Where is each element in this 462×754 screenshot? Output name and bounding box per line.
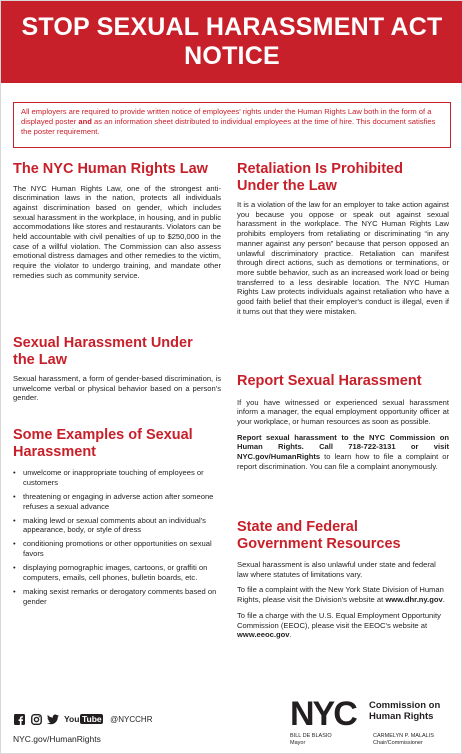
state-paragraph-2 bbox=[237, 585, 449, 604]
commission-brand bbox=[369, 700, 440, 722]
intro-text-b: as an information sheet distributed to individual employees at the time of hire. This document satisfies the poster requirement. bbox=[21, 117, 436, 136]
chair-name: CARMELYN P. MALALIS bbox=[373, 733, 434, 739]
intro-text-a: All employers are required to provide written notice of employees' rights under the Human Rights Law both in the form of a displayed poster bbox=[21, 107, 432, 126]
website-link: NYC.gov/HumanRights bbox=[13, 734, 101, 744]
examples-list bbox=[13, 468, 221, 606]
chair-title: Chair/Commissioner bbox=[373, 739, 423, 746]
brand-line-2: Human Rights bbox=[369, 711, 434, 722]
report-hotline-text: Report sexual harassment to the NYC Commission on Human Rights. Call 718-722-3131 or visit NYC.gov/HumanRights bbox=[237, 432, 449, 462]
nyc-logo-text: NYC bbox=[290, 696, 356, 728]
nyc-logo bbox=[290, 696, 364, 728]
section-heading-line-1: Sexual Harassment Under bbox=[13, 335, 193, 351]
bullet-glyph: • bbox=[13, 491, 16, 501]
bullet-glyph: • bbox=[13, 539, 16, 549]
section-heading: Report Sexual Harassment bbox=[237, 373, 422, 389]
section-body: Sexual harassment, a form of gender-based discrimination, is unwelcome verbal or physical behavior based on a person's gender. bbox=[13, 374, 221, 403]
instagram-icon bbox=[30, 713, 42, 725]
section-heading-line-2: Under the Law bbox=[237, 177, 337, 194]
section-heading-line-1: State and Federal bbox=[237, 519, 358, 535]
youtube-tube: Tube bbox=[81, 714, 102, 724]
section-heading-line-2: Government Resources bbox=[237, 535, 401, 552]
list-item bbox=[13, 539, 221, 558]
list-item-text: making lewd or sexual comments about an individual's appearance, body, or style of dress bbox=[23, 515, 206, 535]
chair-signature bbox=[373, 733, 434, 746]
mayor-name: BILL DE BLASIO bbox=[290, 733, 332, 739]
section-body: The NYC Human Rights Law, one of the strongest anti-discrimination laws in the nation, protects all individuals against discrimination based on gender, which includes sexual harassment in the workplace, in housing, and in public accommodations like stores and restaurants. Violators can be held accountable with civil penalties of up to $250,000 in the case of a willful violation. The Commission can also assess emotional distress damages and other remedies to the victim, require the violator to undergo training, and mandate other remedies such as community service. bbox=[13, 183, 221, 280]
report-paragraph-2-rest: to learn how to file a complaint or report discrimination. You can file a complaint anonymously. bbox=[237, 452, 449, 471]
section-retaliation bbox=[237, 161, 449, 316]
twitter-icon bbox=[47, 713, 59, 725]
list-item bbox=[13, 468, 221, 487]
social-links bbox=[13, 713, 152, 725]
bullet-glyph: • bbox=[13, 468, 16, 477]
report-paragraph-2 bbox=[237, 433, 449, 472]
section-examples bbox=[13, 427, 221, 611]
mayor-title: Mayor bbox=[290, 739, 306, 746]
brand-line-1: Commission on bbox=[369, 700, 441, 711]
section-report bbox=[237, 373, 449, 471]
dhr-website-link: www.dhr.ny.gov bbox=[385, 595, 443, 605]
section-heading: The NYC Human Rights Law bbox=[13, 161, 208, 177]
list-item bbox=[13, 492, 221, 511]
list-item-text: unwelcome or inappropriate touching of employees or customers bbox=[23, 468, 204, 487]
list-item-text: conditioning promotions or other opportunities on sexual favors bbox=[23, 539, 212, 559]
section-body: It is a violation of the law for an employer to take action against you because you oppose or speak out against sexual harassment in the workplace. The NYC Human Rights Law prohibits employers from retaliating or discriminating “in any manner against any person” because that person opposed an unlawful discriminatory practice. Retaliation can manifest through direct actions, such as demotions or terminations, or more subtle behavior, such as an increased work load or being transferred to a less desirable location. The NYC Human Rights Law protects individuals against retaliation who have a good faith belief that their employer's conduct is illegal, even if it turns out that they were mistaken. bbox=[237, 200, 449, 316]
section-heading-line-1: Some Examples of Sexual bbox=[13, 427, 193, 443]
list-item-text: displaying pornographic images, cartoons, or graffiti on computers, emails, cell phones, bulletin boards, etc. bbox=[23, 563, 208, 582]
state-paragraph-1: Sexual harassment is also unlawful under state and federal law where statutes of limitations vary. bbox=[237, 560, 436, 579]
state-paragraph-2-text: To file a complaint with the New York State Division of Human Rights, please visit the Division's website at bbox=[237, 585, 444, 605]
poster-title-line-2: NOTICE bbox=[184, 42, 280, 70]
list-item bbox=[13, 587, 221, 606]
section-state-federal bbox=[237, 519, 449, 640]
eeoc-website-link: www.eeoc.gov bbox=[237, 630, 290, 640]
bullet-glyph: • bbox=[13, 563, 16, 573]
intro-text-bold: and bbox=[78, 117, 92, 126]
section-heading-line-2: Harassment bbox=[13, 443, 97, 460]
section-sexual-harassment bbox=[13, 335, 221, 403]
report-paragraph-1: If you have witnessed or experienced sexual harassment inform a manager, the equal employment opportunity officer at your workplace, or human resources as soon as possible. bbox=[237, 397, 449, 426]
intro-notice-box bbox=[13, 102, 451, 148]
list-item bbox=[13, 516, 221, 535]
section-heading-line-2: the Law bbox=[13, 351, 67, 368]
bullet-glyph: • bbox=[13, 586, 16, 596]
list-item-text: threatening or engaging in adverse action after someone refuses a sexual advance bbox=[23, 491, 214, 511]
list-item bbox=[13, 563, 221, 582]
title-banner bbox=[1, 1, 462, 83]
state-paragraph-3 bbox=[237, 611, 449, 640]
social-handle: @NYCCHR bbox=[110, 714, 153, 724]
section-human-rights-law bbox=[13, 161, 221, 281]
list-item-text: making sexist remarks or derogatory comments based on gender bbox=[23, 586, 217, 606]
facebook-icon bbox=[13, 713, 25, 725]
state-paragraph-3-end: . bbox=[289, 630, 292, 640]
mayor-signature bbox=[290, 733, 332, 746]
poster-title-line-1: STOP SEXUAL HARASSMENT ACT bbox=[21, 13, 443, 41]
youtube-icon bbox=[64, 714, 103, 724]
section-heading-line-1: Retaliation Is Prohibited bbox=[237, 161, 403, 177]
state-paragraph-2-end: . bbox=[442, 595, 445, 605]
state-paragraph-3-text: To file a charge with the U.S. Equal Employment Opportunity Commission (EEOC), please visit the EEOC's website at bbox=[237, 610, 441, 630]
bullet-glyph: • bbox=[13, 515, 16, 525]
youtube-you: You bbox=[64, 714, 80, 724]
